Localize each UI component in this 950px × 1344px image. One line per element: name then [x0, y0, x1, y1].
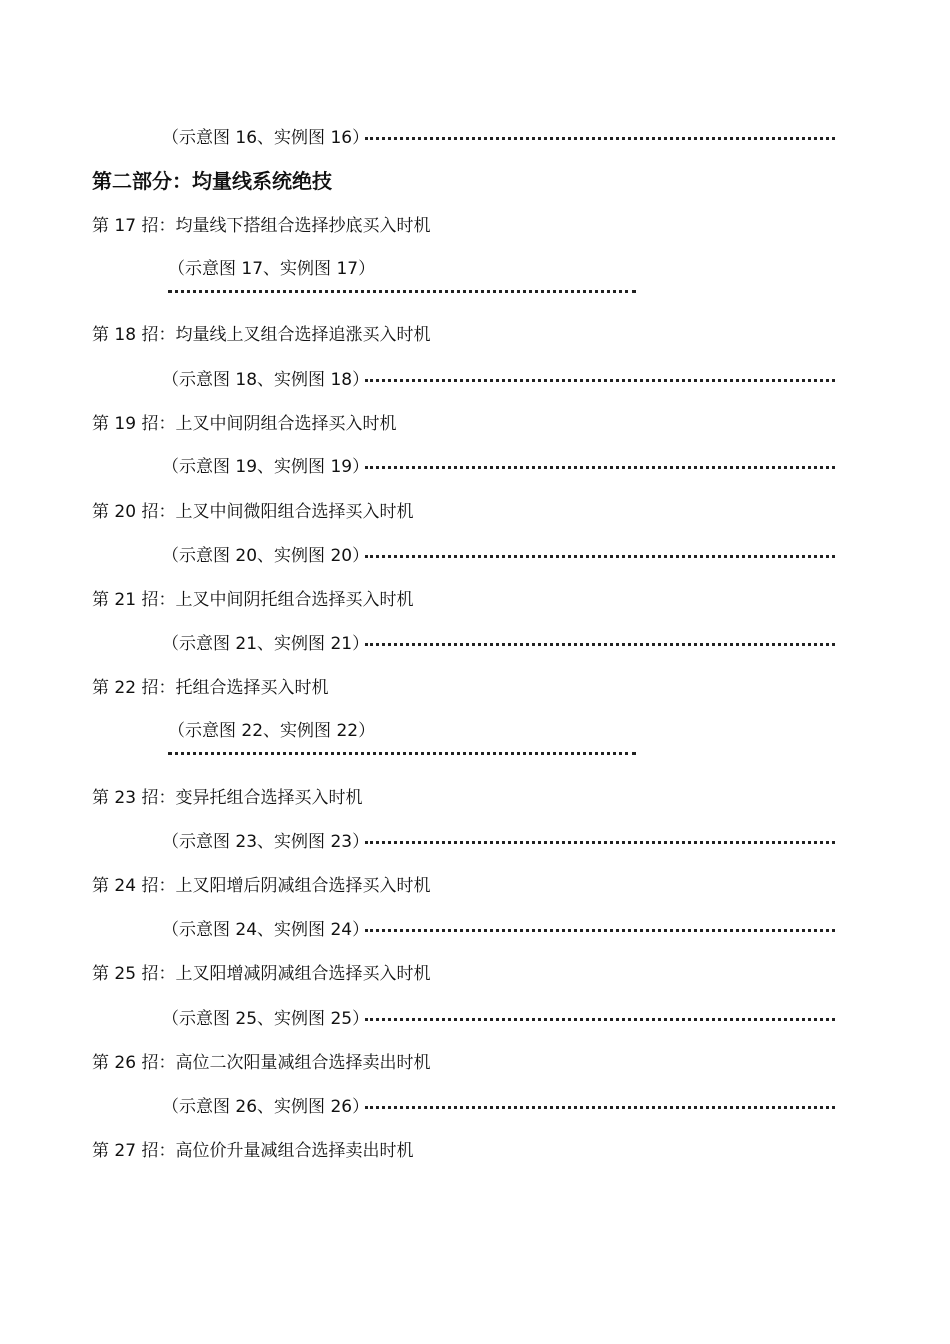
toc-ref-22[interactable]: （示意图 22、实例图 22）	[168, 721, 376, 741]
toc-entry-22[interactable]: 第 22 招：托组合选择买入时机	[92, 678, 329, 698]
toc-entry-26[interactable]: 第 26 招：高位二次阳量减组合选择卖出时机	[92, 1053, 431, 1073]
toc-entry-18[interactable]: 第 18 招：均量线上叉组合选择追涨买入时机	[92, 325, 431, 345]
dot-leader	[365, 137, 835, 140]
toc-entry-19[interactable]: 第 19 招：上叉中间阴组合选择买入时机	[92, 414, 397, 434]
dot-leader	[365, 1106, 835, 1109]
toc-entry-17[interactable]: 第 17 招：均量线下搭组合选择抄底买入时机	[92, 216, 431, 236]
toc-ref-25[interactable]: （示意图 25、实例图 25）	[162, 1009, 370, 1029]
dot-leader	[365, 379, 835, 382]
toc-ref-23[interactable]: （示意图 23、实例图 23）	[162, 832, 370, 852]
toc-ref-18[interactable]: （示意图 18、实例图 18）	[162, 370, 370, 390]
dot-leader	[365, 929, 835, 932]
section-heading[interactable]: 第二部分：均量线系统绝技	[92, 169, 332, 193]
dot-leader	[168, 752, 636, 755]
dot-leader	[365, 841, 835, 844]
dot-leader	[365, 466, 835, 469]
toc-ref-21[interactable]: （示意图 21、实例图 21）	[162, 634, 370, 654]
toc-ref-24[interactable]: （示意图 24、实例图 24）	[162, 920, 370, 940]
dot-leader	[365, 555, 835, 558]
dot-leader	[365, 643, 835, 646]
toc-entry-27[interactable]: 第 27 招：高位价升量减组合选择卖出时机	[92, 1141, 414, 1161]
toc-entry-21[interactable]: 第 21 招：上叉中间阴托组合选择买入时机	[92, 590, 414, 610]
dot-leader	[365, 1018, 835, 1021]
toc-ref-20[interactable]: （示意图 20、实例图 20）	[162, 546, 370, 566]
dot-leader	[168, 290, 636, 293]
toc-entry-23[interactable]: 第 23 招：变异托组合选择买入时机	[92, 788, 363, 808]
toc-ref-19[interactable]: （示意图 19、实例图 19）	[162, 457, 370, 477]
toc-ref-16[interactable]: （示意图 16、实例图 16）	[162, 128, 370, 148]
toc-ref-26[interactable]: （示意图 26、实例图 26）	[162, 1097, 370, 1117]
toc-entry-25[interactable]: 第 25 招：上叉阳增减阴减组合选择买入时机	[92, 964, 431, 984]
toc-entry-20[interactable]: 第 20 招：上叉中间微阳组合选择买入时机	[92, 502, 414, 522]
toc-ref-17[interactable]: （示意图 17、实例图 17）	[168, 259, 376, 279]
toc-entry-24[interactable]: 第 24 招：上叉阳增后阴减组合选择买入时机	[92, 876, 431, 896]
